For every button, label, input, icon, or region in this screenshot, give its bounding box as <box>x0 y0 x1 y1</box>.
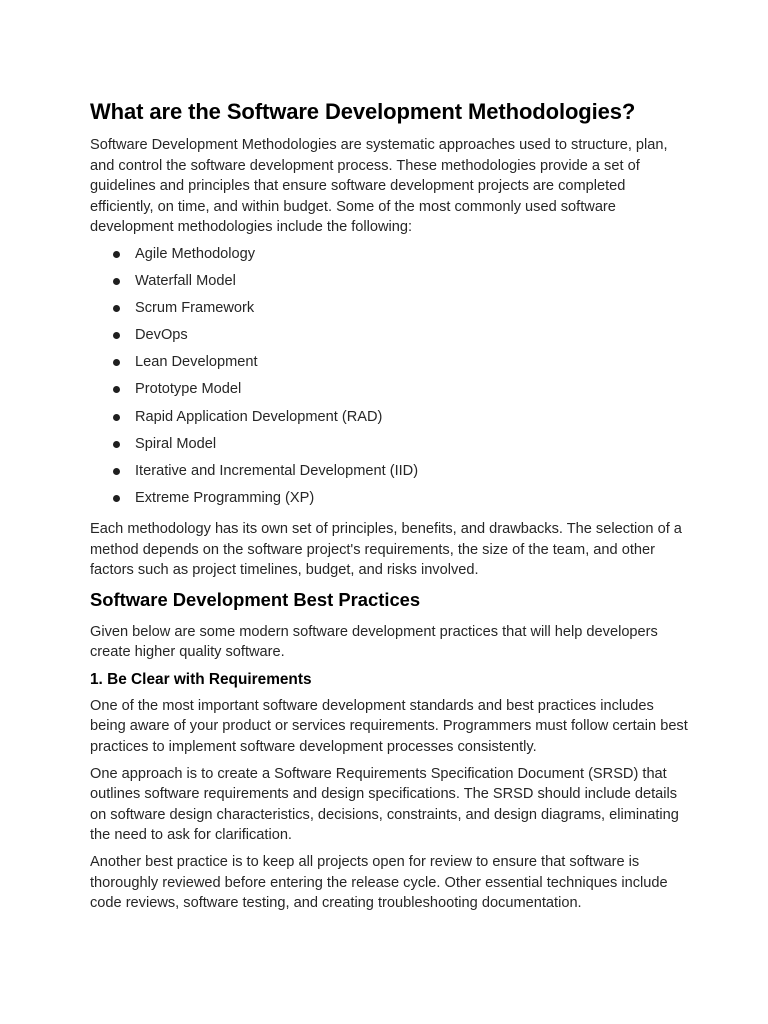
methodology-list <box>90 244 690 515</box>
list-item-label: Agile Methodology <box>135 245 256 262</box>
list-item-label: Spiral Model <box>135 435 217 452</box>
list-item-label: DevOps <box>135 327 188 344</box>
intro-paragraph: Software Development Methodologies are systematic approaches used to structure, plan, and control the software development process. These methodologies provide a set of guidelines and principles that ensure software development projects are completed efficiently, on time, and within budget. Some of the most commonly used software development methodologies include the following: <box>90 137 668 236</box>
document-page <box>90 96 690 920</box>
list-item <box>90 352 690 379</box>
methodologies-outro-paragraph: Each methodology has its own set of principles, benefits, and drawbacks. The selection of a method depends on the software project's requirements, the size of the team, and other factors such as project timelines, budget, and risks involved. <box>90 520 682 579</box>
list-item <box>90 407 690 434</box>
bullet-icon <box>113 332 120 339</box>
bullet-icon <box>113 305 120 312</box>
list-item <box>90 434 690 461</box>
list-item-label: Scrum Framework <box>135 300 255 317</box>
requirements-section-heading: 1. Be Clear with Requirements <box>90 670 312 688</box>
best-practices-intro-paragraph: Given below are some modern software development practices that will help developers create higher quality software. <box>90 623 658 661</box>
list-item <box>90 271 690 298</box>
list-item <box>90 488 690 515</box>
list-item-label: Iterative and Incremental Development (IID) <box>135 462 419 479</box>
page-title: What are the Software Development Methodologies? <box>90 99 636 124</box>
list-item <box>90 298 690 325</box>
srsd-paragraph: One approach is to create a Software Requirements Specification Document (SRSD) that outlines software requirements and design specifications. The SRSD should include details on software design characteristics, decisions, constraints, and design diagrams, eliminating the need to ask for clarification. <box>90 765 679 844</box>
list-item-label: Waterfall Model <box>135 273 236 290</box>
list-item <box>90 461 690 488</box>
bullet-icon <box>113 441 120 448</box>
bullet-icon <box>113 359 120 366</box>
bullet-icon <box>113 278 120 285</box>
list-item <box>90 325 690 352</box>
list-item-label: Rapid Application Development (RAD) <box>135 408 383 425</box>
bullet-icon <box>113 414 120 421</box>
list-item-label: Lean Development <box>135 354 258 371</box>
list-item-label: Extreme Programming (XP) <box>135 489 315 506</box>
bullet-icon <box>113 386 120 393</box>
list-item <box>90 379 690 406</box>
best-practices-heading: Software Development Best Practices <box>90 588 421 610</box>
review-paragraph: Another best practice is to keep all projects open for review to ensure that software is thoroughly reviewed before entering the release cycle. Other essential techniques include code reviews, software testing, and creating troubleshooting documentation. <box>90 854 668 912</box>
bullet-icon <box>113 495 120 502</box>
bullet-icon <box>113 251 120 258</box>
list-item <box>90 244 690 271</box>
list-item-label: Prototype Model <box>135 381 242 398</box>
requirements-paragraph: One of the most important software development standards and best practices includes being aware of your product or services requirements. Programmers must follow certain best practices to implement software development processes consistently. <box>90 697 688 756</box>
bullet-icon <box>113 468 120 475</box>
